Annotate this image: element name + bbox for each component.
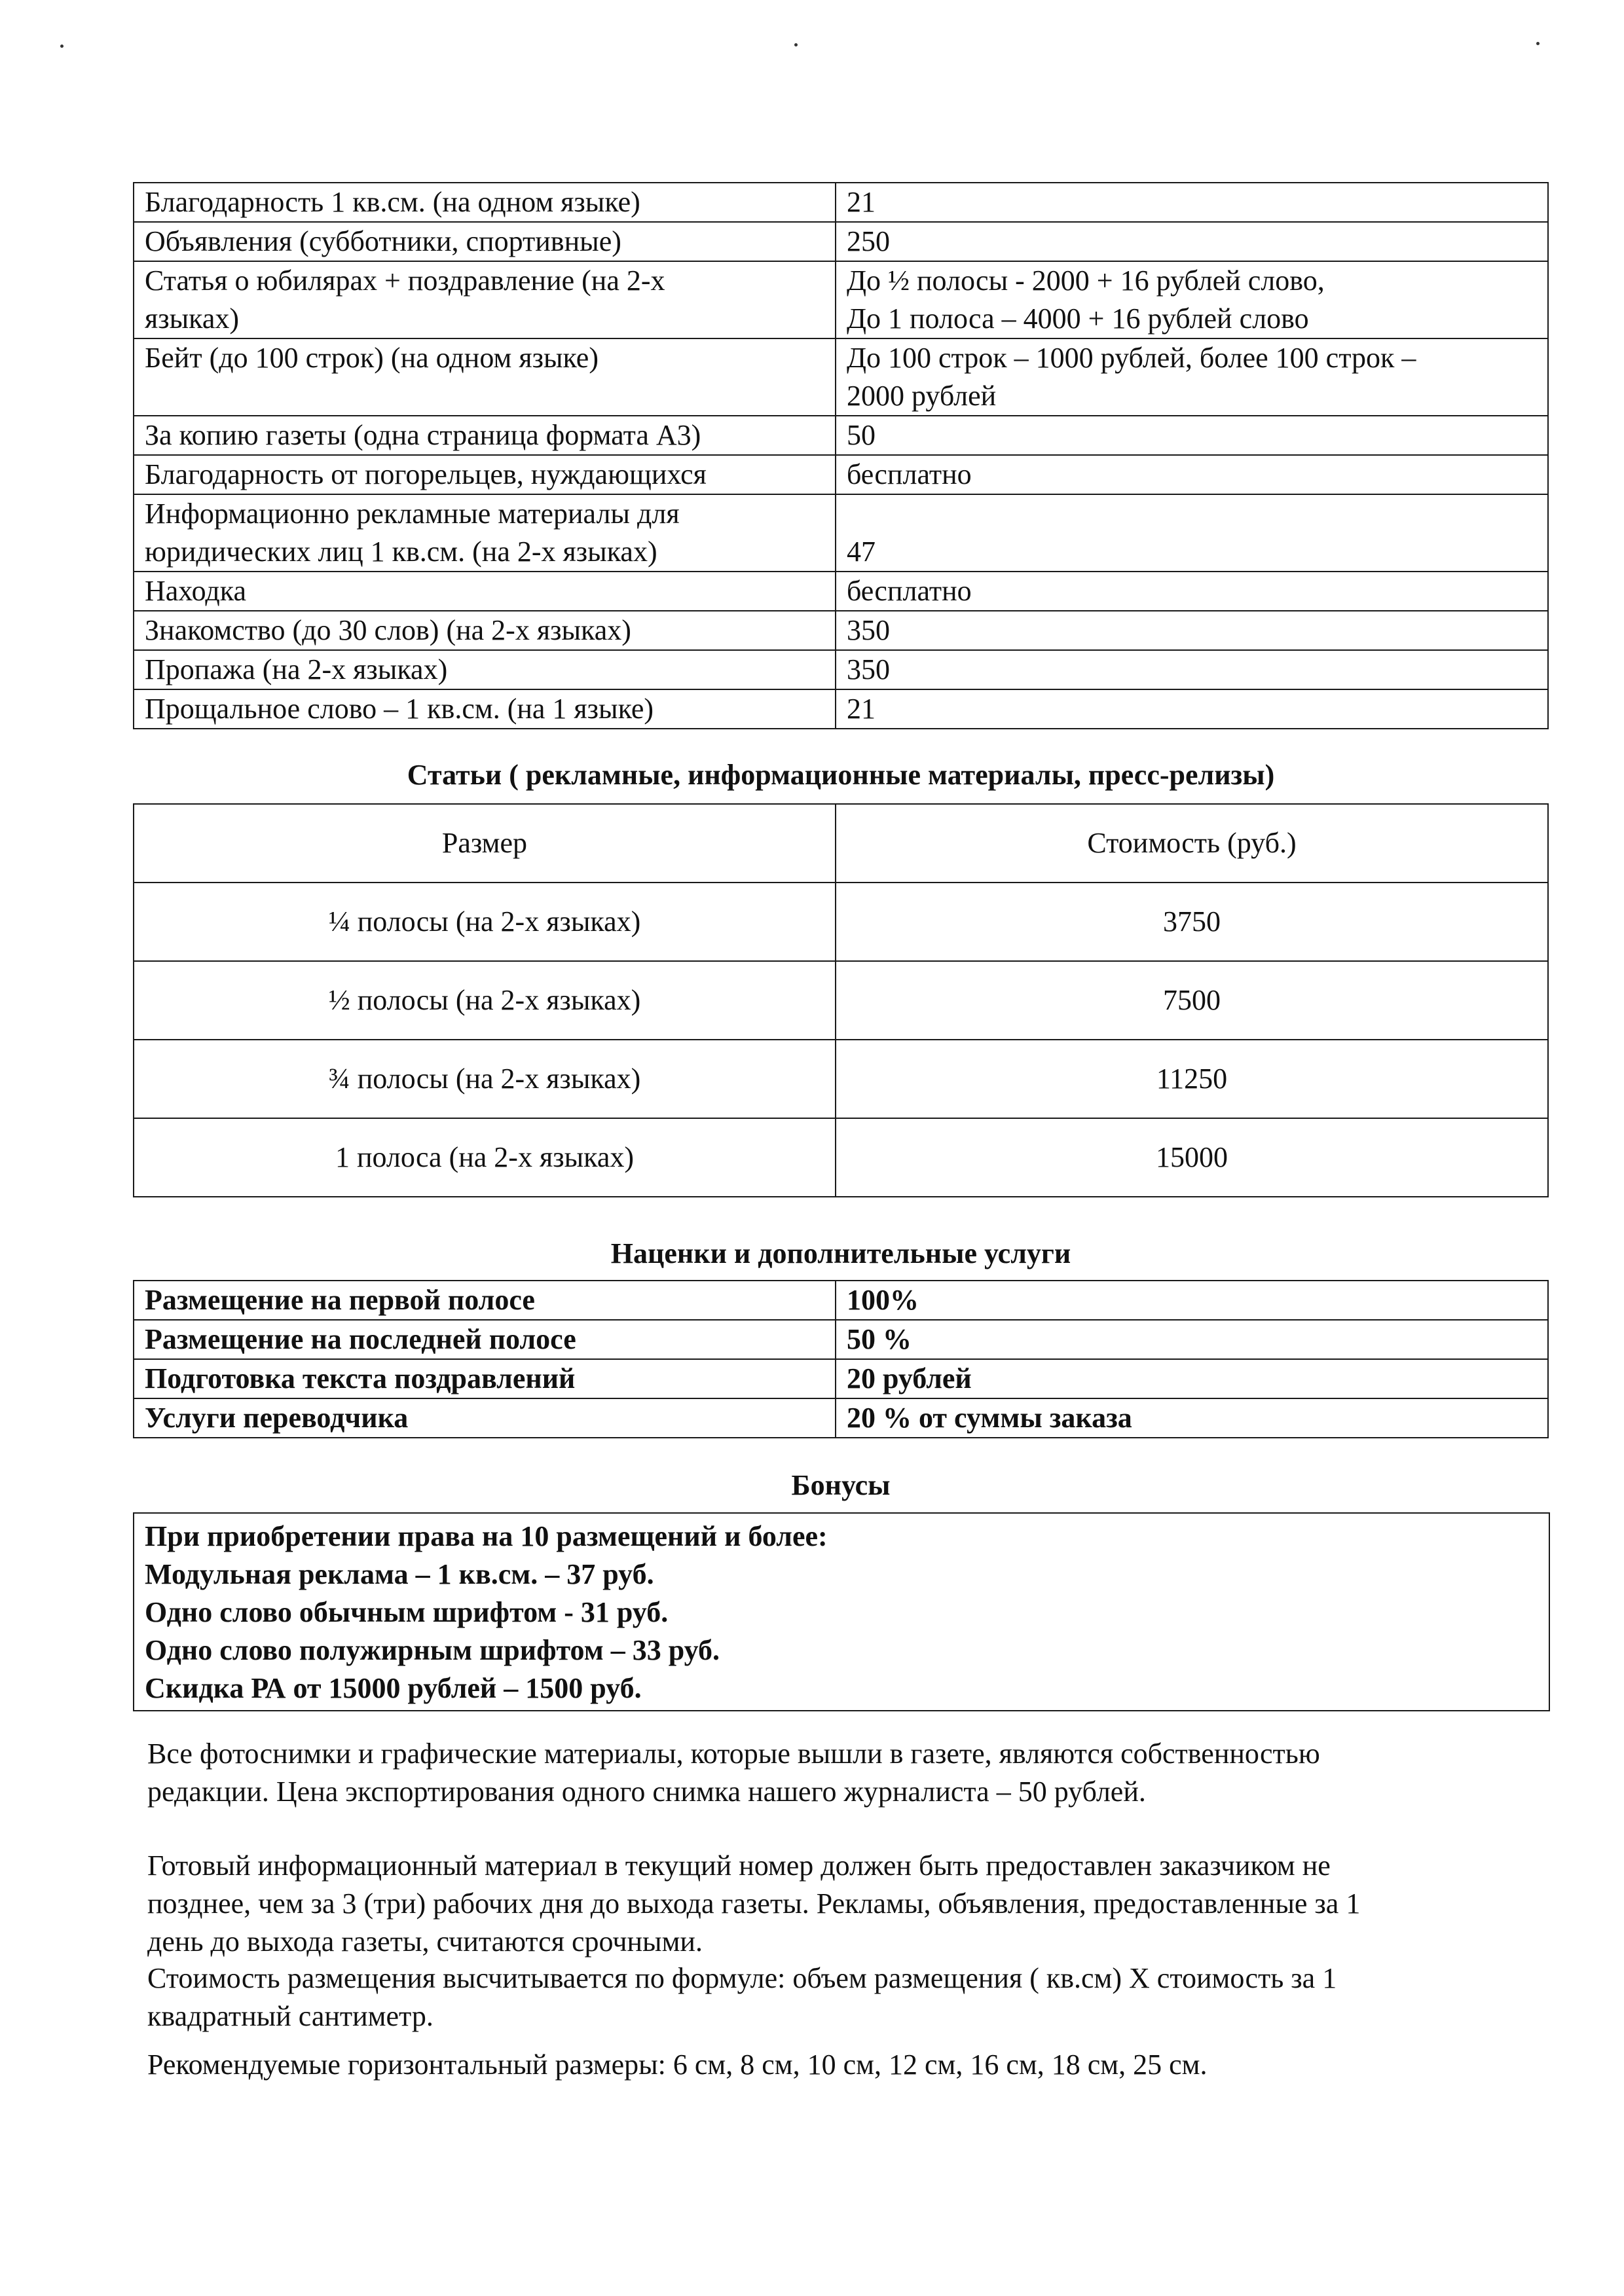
surcharges-section-title: Наценки и дополнительные услуги [610, 1237, 1071, 1269]
articles-table [133, 803, 1549, 1197]
price-value-cell [836, 338, 1548, 416]
paragraph-line: редакции. Цена экспортирования одного снимка нашего журналиста – 50 рублей. [147, 1776, 1146, 1808]
table-row [134, 611, 1548, 650]
table-row [134, 689, 1548, 729]
surcharge-item-cell: Размещение на первой полосе [134, 1281, 836, 1320]
price-value-text: 21 [847, 186, 876, 218]
bonuses-section-title: Бонусы [791, 1469, 891, 1501]
price-item-text: юридических лиц 1 кв.см. (на 2-х языках) [145, 536, 657, 568]
bonuses-box [133, 1512, 1550, 1711]
price-value-text: 21 [847, 693, 876, 725]
article-size-cell: ½ полосы (на 2-х языках) [134, 961, 836, 1040]
price-item-text: За копию газеты (одна страница формата А3) [145, 419, 701, 451]
table-row [134, 222, 1548, 261]
table-row [134, 1281, 1548, 1320]
price-item-cell [134, 650, 836, 689]
price-item-text: Знакомство (до 30 слов) (на 2-х языках) [145, 614, 631, 646]
price-item-text: языках) [145, 302, 240, 335]
paragraph-line: квадратный сантиметр. [147, 2000, 434, 2032]
price-value-cell [836, 494, 1548, 572]
table-row [134, 1118, 1548, 1197]
price-value-cell [836, 611, 1548, 650]
sizes-note-paragraph [147, 2046, 1555, 2084]
surcharge-value-cell: 100% [836, 1281, 1548, 1320]
table-header-row [134, 804, 1548, 883]
table-row [134, 1040, 1548, 1118]
table-row [134, 1320, 1548, 1359]
price-item-cell [134, 572, 836, 611]
price-item-text: Бейт (до 100 строк) (на одном языке) [145, 342, 599, 374]
articles-section-title: Статьи ( рекламные, информационные материалы, пресс-релизы) [407, 759, 1275, 791]
table-row [134, 338, 1548, 416]
bonus-line: Одно слово обычным шрифтом - 31 руб. [145, 1596, 669, 1628]
price-item-cell [134, 611, 836, 650]
price-item-cell [134, 689, 836, 729]
price-value-text: бесплатно [847, 458, 972, 490]
price-value-text: 350 [847, 614, 890, 646]
price-value-cell [836, 261, 1548, 338]
price-item-cell [134, 494, 836, 572]
price-value-cell [836, 183, 1548, 222]
paragraph-line: позднее, чем за 3 (три) рабочих дня до выхода газеты. Рекламы, объявления, предоставленные за 1 [147, 1887, 1361, 1920]
price-value-cell [836, 455, 1548, 494]
price-table [133, 182, 1549, 729]
table-row [134, 1359, 1548, 1398]
article-cost-cell: 3750 [836, 883, 1548, 961]
scan-speck [794, 43, 798, 46]
price-item-cell [134, 455, 836, 494]
price-value-text: До ½ полосы - 2000 + 16 рублей слово, [847, 264, 1325, 297]
price-item-text: Благодарность от погорельцев, нуждающихся [145, 458, 707, 490]
scan-speck [1536, 42, 1540, 45]
price-item-cell [134, 338, 836, 416]
table-row [134, 416, 1548, 455]
price-item-text: Благодарность 1 кв.см. (на одном языке) [145, 186, 640, 218]
article-cost-cell: 11250 [836, 1040, 1548, 1118]
table-row [134, 572, 1548, 611]
price-value-cell [836, 572, 1548, 611]
price-value-text: До 1 полоса – 4000 + 16 рублей слово [847, 302, 1309, 335]
price-value-cell [836, 650, 1548, 689]
bonus-line: При приобретении права на 10 размещений и более: [145, 1520, 828, 1552]
size-header: Размер [134, 804, 836, 883]
price-item-cell [134, 261, 836, 338]
price-item-cell [134, 222, 836, 261]
price-item-cell [134, 183, 836, 222]
photos-note-paragraph [147, 1735, 1555, 1811]
table-row [134, 650, 1548, 689]
bonus-line: Одно слово полужирным шрифтом – 33 руб. [145, 1634, 720, 1666]
price-value-cell [836, 222, 1548, 261]
cost-header: Стоимость (руб.) [836, 804, 1548, 883]
paragraph-line: Стоимость размещения высчитывается по формуле: объем размещения ( кв.см) Х стоимость за 1 [147, 1962, 1337, 1994]
price-value-text: 2000 рублей [847, 380, 997, 412]
article-cost-cell: 15000 [836, 1118, 1548, 1197]
price-item-text: Пропажа (на 2-х языках) [145, 653, 448, 685]
deadline-note-paragraph [147, 1847, 1555, 1961]
price-value-text: До 100 строк – 1000 рублей, более 100 строк – [847, 342, 1416, 374]
surcharge-item-cell: Услуги переводчика [134, 1398, 836, 1438]
surcharges-table [133, 1280, 1549, 1438]
price-value-text: бесплатно [847, 575, 972, 607]
price-item-cell [134, 416, 836, 455]
price-value-text: 47 [847, 536, 876, 568]
table-row [134, 1398, 1548, 1438]
surcharge-value-cell: 50 % [836, 1320, 1548, 1359]
price-value-text: 250 [847, 225, 890, 257]
price-value-text: 350 [847, 653, 890, 685]
bonus-line: Скидка РА от 15000 рублей – 1500 руб. [145, 1672, 642, 1704]
formula-note-paragraph [147, 1959, 1555, 2035]
paragraph-line: Готовый информационный материал в текущий номер должен быть предоставлен заказчиком не [147, 1850, 1331, 1882]
table-row [134, 455, 1548, 494]
surcharge-item-cell: Подготовка текста поздравлений [134, 1359, 836, 1398]
price-item-text: Информационно рекламные материалы для [145, 498, 680, 530]
price-value-text: 50 [847, 419, 876, 451]
paragraph-line: Рекомендуемые горизонтальный размеры: 6 см, 8 см, 10 см, 12 см, 16 см, 18 см, 25 см. [147, 2049, 1208, 2081]
price-value-cell [836, 689, 1548, 729]
table-row [134, 494, 1548, 572]
price-table-body [134, 183, 1548, 729]
surcharge-value-cell: 20 рублей [836, 1359, 1548, 1398]
paragraph-line: день до выхода газеты, считаются срочными. [147, 1925, 703, 1958]
price-item-text: Прощальное слово – 1 кв.см. (на 1 языке) [145, 693, 654, 725]
bonus-line: Модульная реклама – 1 кв.см. – 37 руб. [145, 1558, 654, 1590]
paragraph-line: Все фотоснимки и графические материалы, которые вышли в газете, являются собственностью [147, 1738, 1320, 1770]
table-row [134, 261, 1548, 338]
price-item-text: Статья о юбилярах + поздравление (на 2-х [145, 264, 665, 297]
table-row [134, 961, 1548, 1040]
price-value-cell [836, 416, 1548, 455]
article-cost-cell: 7500 [836, 961, 1548, 1040]
article-size-cell: ¾ полосы (на 2-х языках) [134, 1040, 836, 1118]
scan-speck [60, 45, 64, 48]
article-size-cell: 1 полоса (на 2-х языках) [134, 1118, 836, 1197]
price-item-text: Находка [145, 575, 246, 607]
surcharge-item-cell: Размещение на последней полосе [134, 1320, 836, 1359]
article-size-cell: ¼ полосы (на 2-х языках) [134, 883, 836, 961]
surcharge-value-cell: 20 % от суммы заказа [836, 1398, 1548, 1438]
table-row [134, 183, 1548, 222]
table-row [134, 883, 1548, 961]
price-item-text: Объявления (субботники, спортивные) [145, 225, 621, 257]
